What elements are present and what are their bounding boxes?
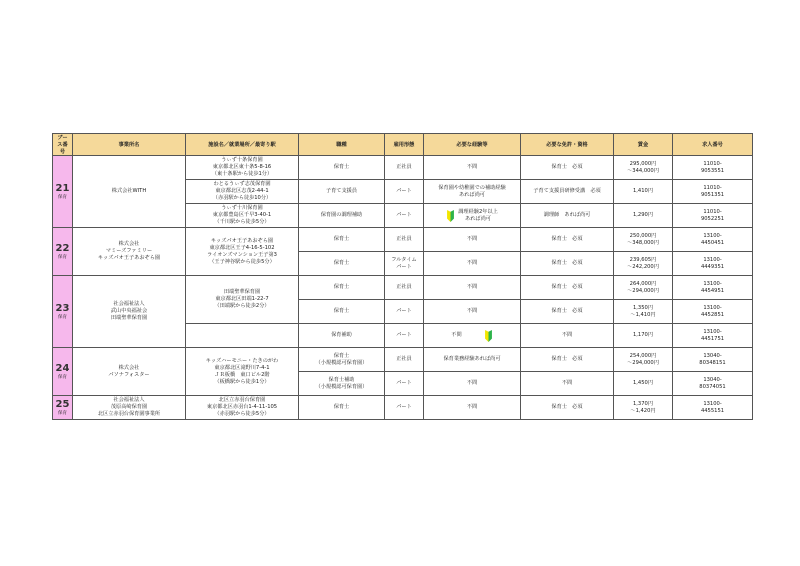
company-name: 社会福祉法人 武山中央福祉会 田端聖華保育園 bbox=[73, 276, 186, 348]
beginner-leaf-icon bbox=[446, 210, 455, 222]
booth-cell bbox=[53, 348, 73, 396]
experience-cell bbox=[424, 204, 521, 228]
job-title: 保育士 bbox=[299, 276, 385, 300]
header-experience: 必要な経験等 bbox=[424, 134, 521, 156]
wage-cell: 239,605円 ～242,200円 bbox=[614, 252, 673, 276]
table-row bbox=[53, 156, 753, 180]
employment-type: パート bbox=[385, 396, 424, 420]
employment-type: パート bbox=[385, 324, 424, 348]
job-title: 保育士 bbox=[299, 396, 385, 420]
experience-cell: 不問 bbox=[424, 300, 521, 324]
header-company: 事業所名 bbox=[73, 134, 186, 156]
header-job: 職種 bbox=[299, 134, 385, 156]
license-cell: 保育士 必須 bbox=[521, 252, 614, 276]
header-employment: 雇用形態 bbox=[385, 134, 424, 156]
booth-cell bbox=[53, 156, 73, 228]
experience-cell: 保育園や幼稚園での補助経験 あれば尚可 bbox=[424, 180, 521, 204]
job-number: 11010- 9051351 bbox=[673, 180, 753, 204]
license-cell: 不問 bbox=[521, 372, 614, 396]
table-row bbox=[53, 276, 753, 300]
employment-type: 正社員 bbox=[385, 228, 424, 252]
license-cell: 保育士 必須 bbox=[521, 156, 614, 180]
booth-number: 24 bbox=[55, 362, 70, 374]
facility-cell: キッズハーモニー・たきのがわ 東京都北区滝野川7-4-1 ＪＲ板橋 東口ビル2階 （板橋駅から徒歩1分） bbox=[186, 348, 299, 396]
company-name: 株式会社 マミーズファミリー キッズパオ王子あおぞら園 bbox=[73, 228, 186, 276]
wage-cell: 1,290円 bbox=[614, 204, 673, 228]
facility-cell: キッズパオ王子あおぞら園 東京都北区王子4-16-5-102 ライオンズマンション王子第3 （王子神谷駅から徒歩5分） bbox=[186, 228, 299, 276]
experience-text: 不問 bbox=[451, 332, 462, 338]
job-number: 11010- 9052251 bbox=[673, 204, 753, 228]
job-number: 13100- 4451751 bbox=[673, 324, 753, 348]
booth-category: 保育 bbox=[58, 410, 67, 416]
wage-cell: 254,000円 ～294,000円 bbox=[614, 348, 673, 372]
job-title: 保育士 bbox=[299, 228, 385, 252]
table-row bbox=[53, 348, 753, 372]
license-cell: 保育士 必須 bbox=[521, 396, 614, 420]
facility-cell: わとるうぃず志茂保育園 東京都北区志茂2-44-1 （赤羽駅から徒歩10分） bbox=[186, 180, 299, 204]
booth-number: 25 bbox=[55, 398, 70, 410]
job-number: 13040- 80374051 bbox=[673, 372, 753, 396]
header-wage: 賃金 bbox=[614, 134, 673, 156]
license-cell: 不問 bbox=[521, 324, 614, 348]
wage-cell: 264,000円 ～294,000円 bbox=[614, 276, 673, 300]
table-header-row bbox=[53, 134, 753, 156]
job-title: 保育士 bbox=[299, 252, 385, 276]
booth-category: 保育 bbox=[58, 254, 67, 260]
job-number: 13100- 4450451 bbox=[673, 228, 753, 252]
employment-type: 正社員 bbox=[385, 156, 424, 180]
experience-text: 調理経験2年以上 あれば尚可 bbox=[458, 208, 498, 222]
experience-cell: 不問 bbox=[424, 252, 521, 276]
employment-type: パート bbox=[385, 372, 424, 396]
employment-type: 正社員 bbox=[385, 276, 424, 300]
facility-cell: うぃず十条保育園 東京都北区東十条5-8-16 （東十条駅から徒歩1分） bbox=[186, 156, 299, 180]
beginner-leaf-icon bbox=[484, 330, 493, 342]
company-name: 株式会社 パソナフォスター bbox=[73, 348, 186, 396]
job-title: 子育て支援員 bbox=[299, 180, 385, 204]
job-title: 保育園の調理補助 bbox=[299, 204, 385, 228]
booth-cell bbox=[53, 276, 73, 348]
experience-cell bbox=[424, 324, 521, 348]
header-booth: ブース番号 bbox=[53, 134, 73, 156]
license-cell: 調理師 あれば尚可 bbox=[521, 204, 614, 228]
facility-cell: うぃず十川保育園 東京都豊島区千早3-40-1 （千川駅から徒歩5分） bbox=[186, 204, 299, 228]
job-title: 保育士 （小規模認可保育園） bbox=[299, 348, 385, 372]
booth-category: 保育 bbox=[58, 374, 67, 380]
job-number: 13100- 4454951 bbox=[673, 276, 753, 300]
company-name: 株式会社WITH bbox=[73, 156, 186, 228]
table-row bbox=[53, 228, 753, 252]
wage-cell: 1,370円 ～1,420円 bbox=[614, 396, 673, 420]
license-cell: 保育士 必須 bbox=[521, 348, 614, 372]
employment-type: パート bbox=[385, 300, 424, 324]
header-facility: 施設名／就業場所／最寄り駅 bbox=[186, 134, 299, 156]
job-title: 保育補助 bbox=[299, 324, 385, 348]
job-number: 13100- 4455151 bbox=[673, 396, 753, 420]
wage-cell: 295,000円 ～344,000円 bbox=[614, 156, 673, 180]
license-cell: 子育て支援員研修受講 必須 bbox=[521, 180, 614, 204]
booth-cell bbox=[53, 396, 73, 420]
experience-cell: 保育業務経験あれば尚可 bbox=[424, 348, 521, 372]
employment-type: パート bbox=[385, 204, 424, 228]
table-row bbox=[53, 396, 753, 420]
booth-cell bbox=[53, 228, 73, 276]
experience-cell: 不問 bbox=[424, 396, 521, 420]
booth-number: 22 bbox=[55, 242, 70, 254]
job-title: 保育士 bbox=[299, 300, 385, 324]
license-cell: 保育士 必須 bbox=[521, 276, 614, 300]
job-listing-table bbox=[52, 133, 753, 420]
booth-category: 保育 bbox=[58, 314, 67, 320]
header-job-number: 求人番号 bbox=[673, 134, 753, 156]
employment-type: 正社員 bbox=[385, 348, 424, 372]
job-number: 13100- 4452851 bbox=[673, 300, 753, 324]
license-cell: 保育士 必須 bbox=[521, 300, 614, 324]
facility-cell-empty bbox=[186, 324, 299, 348]
experience-cell: 不問 bbox=[424, 276, 521, 300]
experience-cell: 不問 bbox=[424, 228, 521, 252]
booth-number: 21 bbox=[55, 182, 70, 194]
experience-cell: 不問 bbox=[424, 372, 521, 396]
booth-category: 保育 bbox=[58, 194, 67, 200]
wage-cell: 1,350円 ～1,410円 bbox=[614, 300, 673, 324]
job-number: 11010- 9053551 bbox=[673, 156, 753, 180]
wage-cell: 1,410円 bbox=[614, 180, 673, 204]
facility-cell: 田端聖華保育園 東京都北区田端1-22-7 （田端駅から徒歩2分） bbox=[186, 276, 299, 324]
employment-type: フルタイム パート bbox=[385, 252, 424, 276]
employment-type: パート bbox=[385, 180, 424, 204]
company-name: 社会福祉法人 茂原高崎保育園 北区立赤羽台保育園事業所 bbox=[73, 396, 186, 420]
wage-cell: 1,450円 bbox=[614, 372, 673, 396]
job-number: 13040- 80348151 bbox=[673, 348, 753, 372]
experience-cell: 不問 bbox=[424, 156, 521, 180]
wage-cell: 1,170円 bbox=[614, 324, 673, 348]
job-title: 保育士 bbox=[299, 156, 385, 180]
license-cell: 保育士 必須 bbox=[521, 228, 614, 252]
booth-number: 23 bbox=[55, 302, 70, 314]
job-number: 13100- 4449351 bbox=[673, 252, 753, 276]
header-license: 必要な免許・資格 bbox=[521, 134, 614, 156]
facility-cell: 北区立赤羽台保育園 東京都北区赤羽台1-4-11-105 （赤羽駅から徒歩5分） bbox=[186, 396, 299, 420]
wage-cell: 250,000円 ～348,000円 bbox=[614, 228, 673, 252]
job-title: 保育士補助 （小規模認可保育園） bbox=[299, 372, 385, 396]
